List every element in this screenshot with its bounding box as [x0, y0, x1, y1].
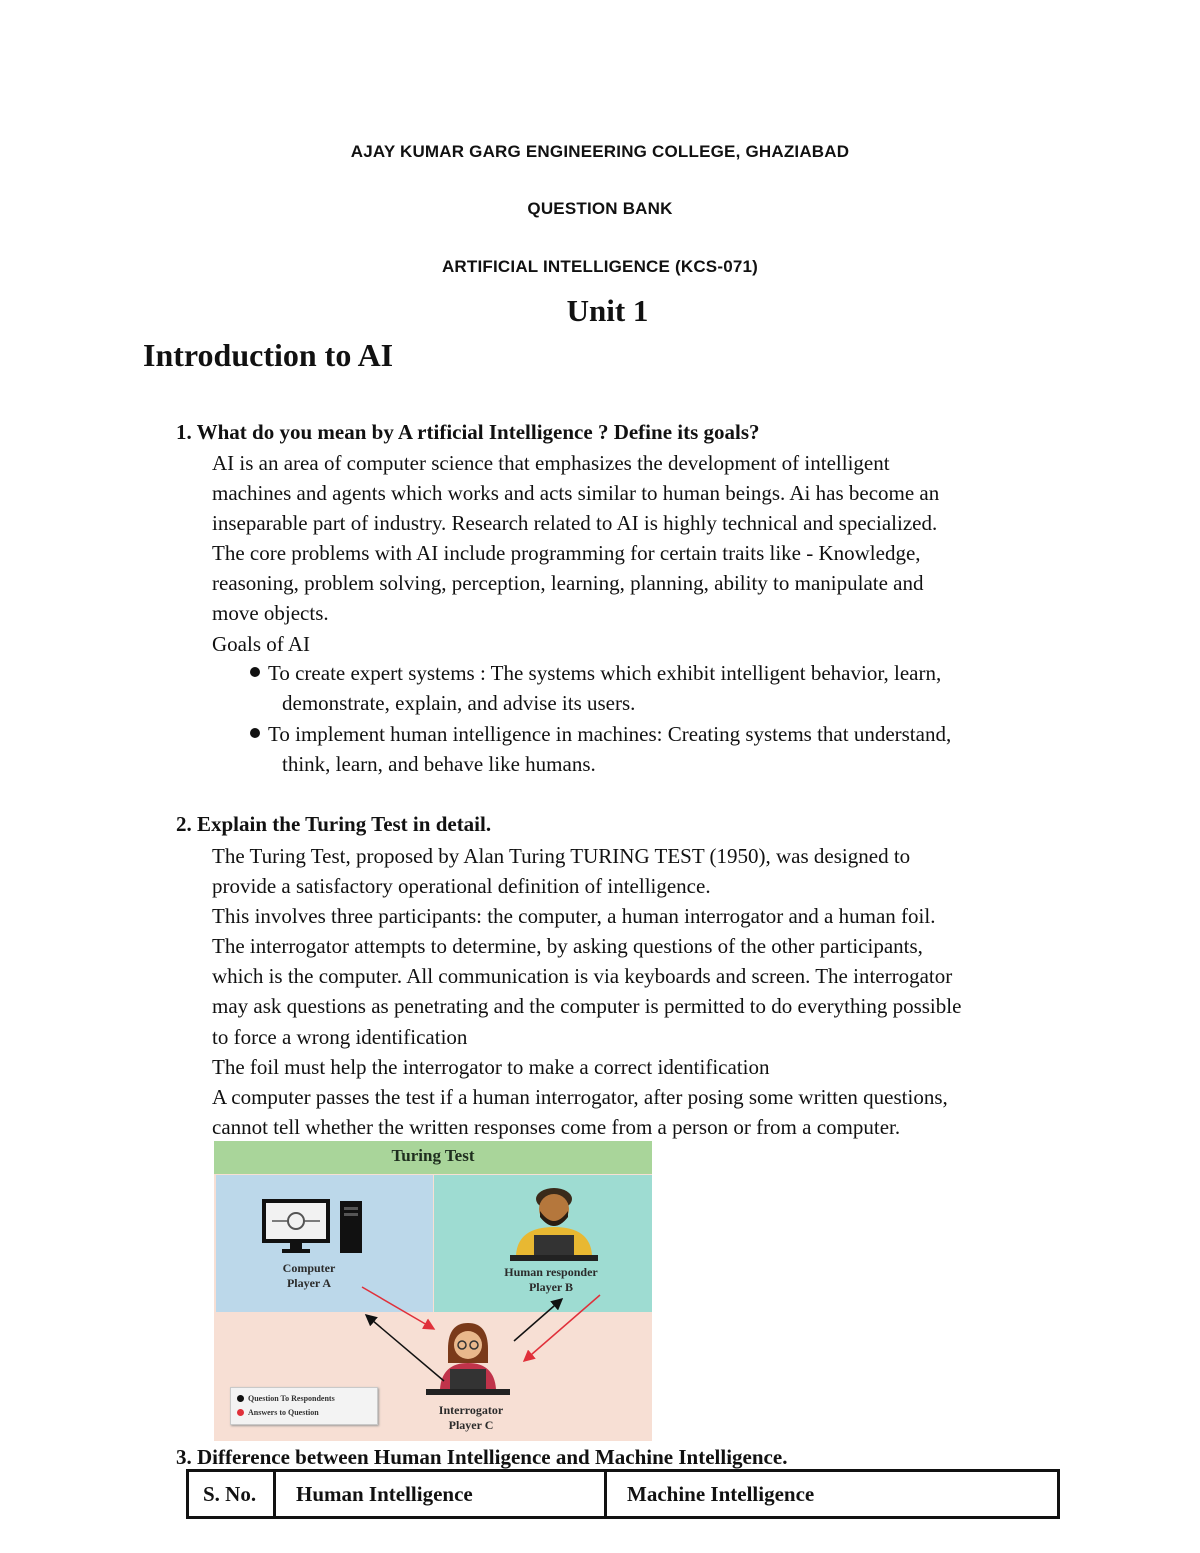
answer-line: The core problems with AI include programming for certain traits like - Knowledge,	[212, 541, 921, 566]
bullet-text: To create expert systems : The systems which exhibit intelligent behavior, learn,	[268, 661, 942, 685]
answer-line: cannot tell whether the written responses come from a person or from a computer.	[212, 1114, 901, 1139]
answer-line: The Turing Test, proposed by Alan Turing TURING TEST (1950), was designed to	[212, 844, 911, 868]
bullet-icon	[250, 728, 260, 738]
player-c-label	[416, 1403, 526, 1433]
bullet-text: To implement human intelligence in machines: Creating systems that understand,	[268, 722, 952, 746]
column-header-machine: Machine Intelligence	[606, 1471, 1059, 1518]
answer-line: move objects.	[212, 601, 329, 626]
section-title: Introduction to AI	[143, 337, 394, 373]
answer-line: which is the computer. All communication is via keyboards and screen. The interrogator	[212, 964, 953, 989]
column-header-sno: S. No.	[188, 1471, 275, 1518]
figure-title: Turing Test	[214, 1141, 652, 1174]
goals-heading: Goals of AI	[212, 631, 310, 656]
legend-item: Answers to Question	[237, 1408, 319, 1417]
answer-line: to force a wrong identification	[212, 1024, 468, 1049]
question-arrow	[366, 1315, 444, 1381]
turing-test-figure	[214, 1141, 652, 1441]
player-c-role: Player C	[448, 1418, 494, 1432]
legend-dot-icon	[237, 1409, 244, 1416]
subject-title: ARTIFICIAL INTELLIGENCE (KCS-071)	[441, 257, 759, 276]
bullet-text-cont: think, learn, and behave like humans.	[282, 752, 596, 777]
player-b-label	[476, 1265, 626, 1295]
question-3: 3. Difference between Human Intelligence and Machine Intelligence.	[176, 1445, 788, 1469]
player-b-name: Human responder	[504, 1265, 598, 1279]
column-header-human: Human Intelligence	[275, 1471, 606, 1518]
answer-2	[212, 841, 1072, 1142]
answer-line: provide a satisfactory operational definition of intelligence.	[212, 874, 711, 899]
answer-line: may ask questions as penetrating and the computer is permitted to do everything possible	[212, 994, 962, 1019]
player-c-name: Interrogator	[438, 1403, 504, 1417]
question-2: 2. Explain the Turing Test in detail.	[176, 812, 492, 836]
answer-line: This involves three participants: the computer, a human interrogator and a human foil.	[212, 904, 936, 929]
college-name: AJAY KUMAR GARG ENGINEERING COLLEGE, GHAZIABAD	[350, 142, 850, 161]
answer-line: The foil must help the interrogator to make a correct identification	[212, 1054, 770, 1079]
legend-item: Question To Respondents	[237, 1394, 335, 1403]
question-1: 1. What do you mean by A rtificial Intelligence ? Define its goals?	[176, 420, 760, 444]
player-a-name: Computer	[282, 1261, 336, 1275]
answer-line: The interrogator attempts to determine, by asking questions of the other participants,	[212, 934, 923, 959]
answer-arrow	[524, 1295, 600, 1361]
goal-bullet	[250, 658, 941, 719]
player-b-role: Player B	[528, 1280, 574, 1294]
document-type: QUESTION BANK	[527, 199, 673, 218]
goal-bullet	[250, 719, 951, 780]
answer-line: reasoning, problem solving, perception, learning, planning, ability to manipulate and	[212, 571, 924, 596]
comparison-table	[186, 1469, 1060, 1519]
player-a-label	[254, 1261, 364, 1291]
answer-arrow	[362, 1287, 434, 1329]
answer-line: A computer passes the test if a human interrogator, after posing some written questions,	[212, 1084, 948, 1109]
answer-line: AI is an area of computer science that emphasizes the development of intelligent	[212, 451, 890, 475]
table-header-row	[188, 1471, 1059, 1518]
answer-line: inseparable part of industry. Research related to AI is highly technical and specialized.	[212, 511, 938, 536]
bullet-icon	[250, 667, 260, 677]
answer-1	[212, 448, 1072, 659]
player-a-role: Player A	[286, 1276, 332, 1290]
bullet-text-cont: demonstrate, explain, and advise its users.	[282, 691, 636, 716]
unit-title: Unit 1	[566, 293, 649, 328]
figure-legend	[230, 1387, 378, 1425]
legend-dot-icon	[237, 1395, 244, 1402]
answer-line: machines and agents which works and acts similar to human beings. Ai has become an	[212, 481, 940, 506]
